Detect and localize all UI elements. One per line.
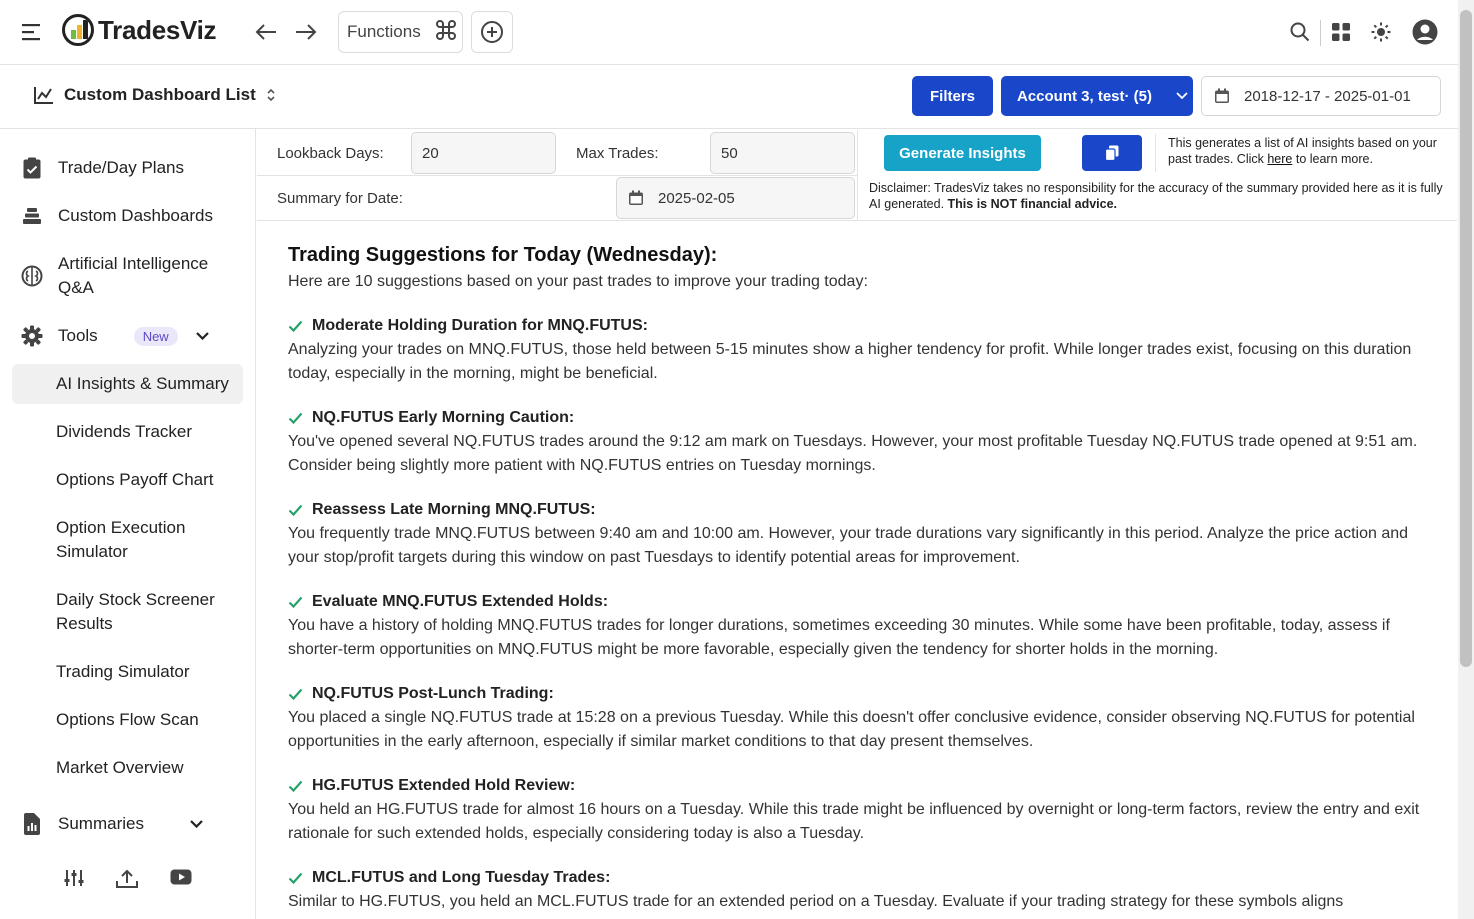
suggestion-title bbox=[288, 498, 1428, 522]
layers-icon bbox=[14, 207, 50, 225]
add-button[interactable] bbox=[471, 11, 513, 53]
summary-date-label: Summary for Date: bbox=[277, 190, 403, 207]
suggestion-item bbox=[288, 498, 1428, 570]
disclaimer-start: Disclaimer: TradesViz takes no responsibility for the accuracy of the summary provided here as it is fully AI generated. bbox=[869, 181, 1443, 211]
suggestion-title-text: HG.FUTUS Extended Hold Review: bbox=[312, 777, 576, 794]
tool-label: Market Overview bbox=[56, 758, 184, 777]
command-icon bbox=[435, 19, 457, 46]
top-bar bbox=[0, 0, 1458, 65]
tool-label: Option Execution Simulator bbox=[56, 518, 186, 561]
tool-label: AI Insights & Summary bbox=[56, 374, 229, 393]
page-scrollbar[interactable] bbox=[1458, 0, 1474, 919]
suggestion-title bbox=[288, 866, 1428, 890]
insights-info-text bbox=[1168, 135, 1458, 167]
sidebar bbox=[0, 129, 256, 919]
suggestion-item bbox=[288, 406, 1428, 478]
suggestion-title-text: MCL.FUTUS and Long Tuesday Trades: bbox=[312, 869, 611, 886]
suggestion-title-text: NQ.FUTUS Post-Lunch Trading: bbox=[312, 685, 554, 702]
lookback-days-value: 20 bbox=[422, 144, 439, 162]
calendar-icon bbox=[1214, 88, 1230, 104]
insights-controls bbox=[257, 130, 1457, 221]
suggestion-title bbox=[288, 314, 1428, 338]
logo-icon bbox=[62, 14, 94, 46]
suggestion-body: Analyzing your trades on MNQ.FUTUS, those held between 5-15 minutes show a higher tendency for profit. While longer trades exist, focusing on this duration today, especially in the morning, might be beneficial. bbox=[288, 341, 1412, 382]
new-badge: New bbox=[134, 327, 178, 346]
menu-icon[interactable] bbox=[20, 20, 44, 44]
sidebar-item-label: Summaries bbox=[58, 814, 144, 833]
suggestion-body: You placed a single NQ.FUTUS trade at 15:28 on a previous Tuesday. While this doesn't offer conclusive evidence, consider observing NQ.FUTUS for potential opportunities in the early afternoon, especially if similar market conditions to that day present themselves. bbox=[288, 709, 1415, 750]
suggestion-title bbox=[288, 590, 1428, 614]
sidebar-item-label: Trade/Day Plans bbox=[58, 158, 184, 177]
filters-label: Filters bbox=[929, 87, 975, 105]
sun-icon[interactable] bbox=[1369, 20, 1393, 44]
sliders-icon[interactable] bbox=[64, 869, 84, 894]
copy-icon bbox=[1105, 145, 1119, 161]
functions-label: Functions bbox=[347, 22, 421, 41]
sidebar-item-label: Custom Dashboards bbox=[58, 206, 213, 225]
generate-insights-button[interactable] bbox=[884, 135, 1041, 171]
dashboard-selector[interactable] bbox=[34, 85, 276, 105]
check-icon bbox=[288, 596, 303, 608]
account-selector[interactable] bbox=[1001, 76, 1193, 116]
tool-label: Dividends Tracker bbox=[56, 422, 193, 441]
sidebar-item-trade-day-plans[interactable] bbox=[12, 156, 243, 180]
apps-grid-icon[interactable] bbox=[1329, 20, 1353, 44]
summary-date-value: 2025-02-05 bbox=[658, 189, 735, 207]
max-trades-value: 50 bbox=[721, 144, 738, 162]
sidebar-tool-options-flow-scan[interactable] bbox=[12, 708, 243, 732]
app-name: TradesViz bbox=[98, 14, 217, 45]
sidebar-tool-market-overview[interactable] bbox=[12, 756, 243, 780]
calendar-icon bbox=[628, 190, 644, 206]
lookback-days-label: Lookback Days: bbox=[277, 145, 384, 162]
info-text-start: This generates a list of AI insights based on your past trades. Click bbox=[1168, 136, 1437, 166]
suggestion-body: You've opened several NQ.FUTUS trades around the 9:12 am mark on Tuesdays. However, your most profitable Tuesday NQ.FUTUS trade opened at 9:51 am. Consider being slightly more patient with NQ.FUTUS entries on Tuesday mornings. bbox=[288, 433, 1418, 474]
sort-arrows-icon bbox=[266, 88, 276, 102]
suggestion-body: You have a history of holding MNQ.FUTUS trades for longer durations, sometimes exceeding 30 minutes. While some have been profitable, today, assess if shorter-term opportunities on MNQ.FUTUS might be more favorable, especially given the tendency for shorter holds in the morning. bbox=[288, 617, 1390, 658]
max-trades-label: Max Trades: bbox=[576, 145, 659, 162]
youtube-icon[interactable] bbox=[170, 869, 192, 894]
topbar-divider bbox=[1320, 20, 1321, 46]
suggestions-heading: Trading Suggestions for Today (Wednesday): bbox=[288, 244, 718, 266]
suggestion-title-text: Evaluate MNQ.FUTUS Extended Holds: bbox=[312, 593, 609, 610]
disclaimer-bold: This is NOT financial advice. bbox=[947, 197, 1118, 211]
sidebar-tool-option-execution-simulator[interactable] bbox=[12, 516, 243, 564]
check-icon bbox=[288, 504, 303, 516]
account-label: Account 3, test· (5) bbox=[1017, 87, 1153, 105]
suggestion-title bbox=[288, 682, 1428, 706]
sidebar-tool-ai-insights[interactable] bbox=[12, 364, 243, 404]
suggestions-intro: Here are 10 suggestions based on your past trades to improve your trading today: bbox=[288, 273, 868, 290]
lookback-days-input[interactable] bbox=[411, 132, 556, 174]
chevron-down-icon bbox=[1176, 92, 1188, 100]
chart-line-icon bbox=[34, 86, 54, 104]
suggestion-body: You held an HG.FUTUS trade for almost 16 hours on a Tuesday. While this trade might be influenced by overnight or long-term factors, review the entry and exit rationale for such extended holds, especially considering today is also a Tuesday. bbox=[288, 801, 1420, 842]
date-range-value: 2018-12-17 - 2025-01-01 bbox=[1244, 87, 1411, 105]
info-text-end: to learn more. bbox=[1292, 152, 1373, 166]
sidebar-tool-trading-simulator[interactable] bbox=[12, 660, 243, 684]
filters-button[interactable] bbox=[912, 76, 993, 116]
suggestion-item bbox=[288, 774, 1428, 846]
sidebar-item-ai-qa[interactable] bbox=[12, 252, 243, 300]
suggestion-item bbox=[288, 590, 1428, 662]
insights-content bbox=[288, 240, 1428, 919]
tool-label: Options Flow Scan bbox=[56, 710, 199, 729]
dashboard-header bbox=[0, 65, 1458, 129]
date-range-picker[interactable] bbox=[1201, 76, 1441, 116]
clipboard-check-icon bbox=[14, 157, 50, 179]
gear-icon bbox=[14, 325, 50, 347]
sidebar-item-tools[interactable] bbox=[12, 324, 243, 348]
learn-more-link[interactable]: here bbox=[1267, 152, 1293, 166]
check-icon bbox=[288, 780, 303, 792]
forward-arrow-icon[interactable] bbox=[292, 20, 320, 44]
dashboard-title: Custom Dashboard List bbox=[64, 85, 256, 104]
chevron-down-icon bbox=[196, 332, 209, 340]
sidebar-item-custom-dashboards[interactable] bbox=[12, 204, 243, 228]
suggestion-item bbox=[288, 314, 1428, 386]
max-trades-input[interactable] bbox=[710, 132, 855, 174]
user-avatar-icon[interactable] bbox=[1411, 18, 1439, 46]
check-icon bbox=[288, 412, 303, 424]
sidebar-item-summaries[interactable] bbox=[12, 812, 243, 836]
report-icon bbox=[14, 813, 50, 835]
app-logo[interactable] bbox=[62, 14, 216, 46]
plus-circle-icon bbox=[480, 20, 504, 44]
back-arrow-icon[interactable] bbox=[252, 20, 280, 44]
upload-icon[interactable] bbox=[116, 869, 138, 894]
suggestion-body: You frequently trade MNQ.FUTUS between 9:40 am and 10:00 am. However, your trade durations vary significantly in this period. Analyze the price action and your stop/profit targets during this window on past Tuesdays to identify potential areas for improvement. bbox=[288, 525, 1409, 566]
suggestion-item bbox=[288, 682, 1428, 754]
search-icon[interactable] bbox=[1288, 20, 1312, 44]
copy-button[interactable] bbox=[1082, 135, 1142, 171]
suggestion-title-text: Moderate Holding Duration for MNQ.FUTUS: bbox=[312, 317, 648, 334]
tool-label: Daily Stock Screener Results bbox=[56, 590, 215, 633]
tool-label: Options Payoff Chart bbox=[56, 470, 214, 489]
suggestion-title bbox=[288, 774, 1428, 798]
functions-button[interactable] bbox=[338, 11, 463, 53]
scrollbar-thumb[interactable] bbox=[1460, 10, 1472, 667]
summary-date-input[interactable] bbox=[616, 177, 855, 219]
check-icon bbox=[288, 320, 303, 332]
suggestion-item bbox=[288, 866, 1428, 914]
brain-icon bbox=[14, 265, 50, 287]
check-icon bbox=[288, 872, 303, 884]
suggestion-title-text: NQ.FUTUS Early Morning Caution: bbox=[312, 409, 575, 426]
suggestion-title bbox=[288, 406, 1428, 430]
chevron-down-icon bbox=[190, 820, 203, 828]
check-icon bbox=[288, 688, 303, 700]
disclaimer-text bbox=[869, 180, 1454, 212]
suggestion-body: Similar to HG.FUTUS, you held an MCL.FUTUS trade for an extended period on a Tuesday. Evaluate if your trading strategy for these symbols aligns bbox=[288, 893, 1344, 910]
tool-label: Trading Simulator bbox=[56, 662, 190, 681]
info-divider bbox=[1155, 134, 1156, 172]
controls-column-divider bbox=[857, 130, 858, 220]
sidebar-item-label: Tools bbox=[58, 326, 98, 345]
controls-row-divider bbox=[257, 175, 857, 176]
sidebar-tool-daily-stock-screener[interactable] bbox=[12, 588, 243, 636]
sidebar-tool-dividends-tracker[interactable] bbox=[12, 420, 243, 444]
suggestion-title-text: Reassess Late Morning MNQ.FUTUS: bbox=[312, 501, 596, 518]
generate-insights-label: Generate Insights bbox=[899, 144, 1026, 162]
sidebar-item-label: Artificial Intelligence Q&A bbox=[58, 254, 209, 297]
sidebar-footer bbox=[0, 869, 255, 894]
sidebar-tool-options-payoff-chart[interactable] bbox=[12, 468, 243, 492]
